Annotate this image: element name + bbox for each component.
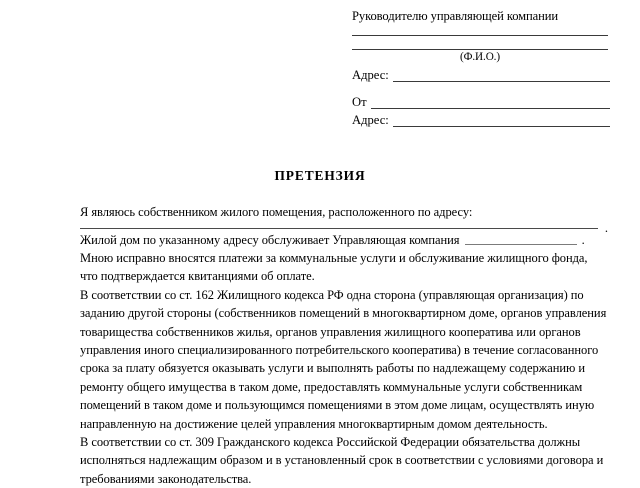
paragraph-payments: Мною исправно вносятся платежи за коммунальные услуги и обслуживание жилищного фонда, что подтверждается квитанциями об оплате. bbox=[80, 251, 588, 284]
addressee-line: Руководителю управляющей компании bbox=[352, 9, 559, 23]
page-title: ПРЕТЕНЗИЯ bbox=[274, 168, 366, 183]
field-input-address-recipient[interactable] bbox=[393, 70, 610, 82]
addressee-block bbox=[352, 9, 610, 127]
paragraph-article-162: В соответствии со ст. 162 Жилищного кодекса РФ одна сторона (управляющая организация) по заданию другой стороны (собственников помещений в многоквартирном доме, органов управления товарищества собственников жилья, органов управления жилищного кооператива или органов управления иного специализированного потребительского кооператива) в течение согласованного срока за плату обязуется оказывать услуги и выполнять работы по надлежащему содержанию и ремонту общего имущества в таком доме, предоставлять коммунальные услуги собственникам помещений в таком доме и пользующимся помещениями в этом доме лицам, осуществлять иную направленную на достижение целей управления многоквартирным домом деятельность. bbox=[80, 287, 607, 431]
address-blank-period: . bbox=[604, 220, 608, 235]
field-label-address-recipient: Адрес: bbox=[352, 68, 389, 82]
paragraph-serviced-by-period: . bbox=[581, 232, 585, 247]
company-name-blank-input[interactable] bbox=[465, 235, 577, 245]
paragraph-serviced-by bbox=[80, 231, 608, 249]
addressee-blank-line-2[interactable] bbox=[352, 49, 608, 50]
fio-caption: (Ф.И.О.) bbox=[459, 51, 501, 63]
field-row-from bbox=[352, 95, 610, 109]
field-row-address-recipient bbox=[352, 68, 610, 82]
field-label-address-sender: Адрес: bbox=[352, 113, 389, 127]
address-blank-rule bbox=[80, 228, 598, 229]
paragraph-intro: Я являюсь собственником жилого помещения, расположенного по адресу: bbox=[80, 205, 473, 219]
addressee-blank-line-1[interactable] bbox=[352, 35, 608, 36]
document-body bbox=[80, 203, 608, 488]
field-row-address-sender bbox=[352, 113, 610, 127]
paragraph-article-309: В соответствии со ст. 309 Гражданского кодекса Российской Федерации обязательства должны исполняться надлежащим образом и в установленный срок в соответствии с условиями договора и требованиями законодательства. bbox=[80, 435, 604, 486]
paragraph-serviced-by-text: Жилой дом по указанному адресу обслуживает Управляющая компания bbox=[80, 232, 460, 247]
field-input-address-sender[interactable] bbox=[393, 115, 610, 127]
field-input-from[interactable] bbox=[371, 97, 610, 109]
field-label-from: От bbox=[352, 95, 367, 109]
address-blank-line-full[interactable] bbox=[80, 220, 608, 235]
